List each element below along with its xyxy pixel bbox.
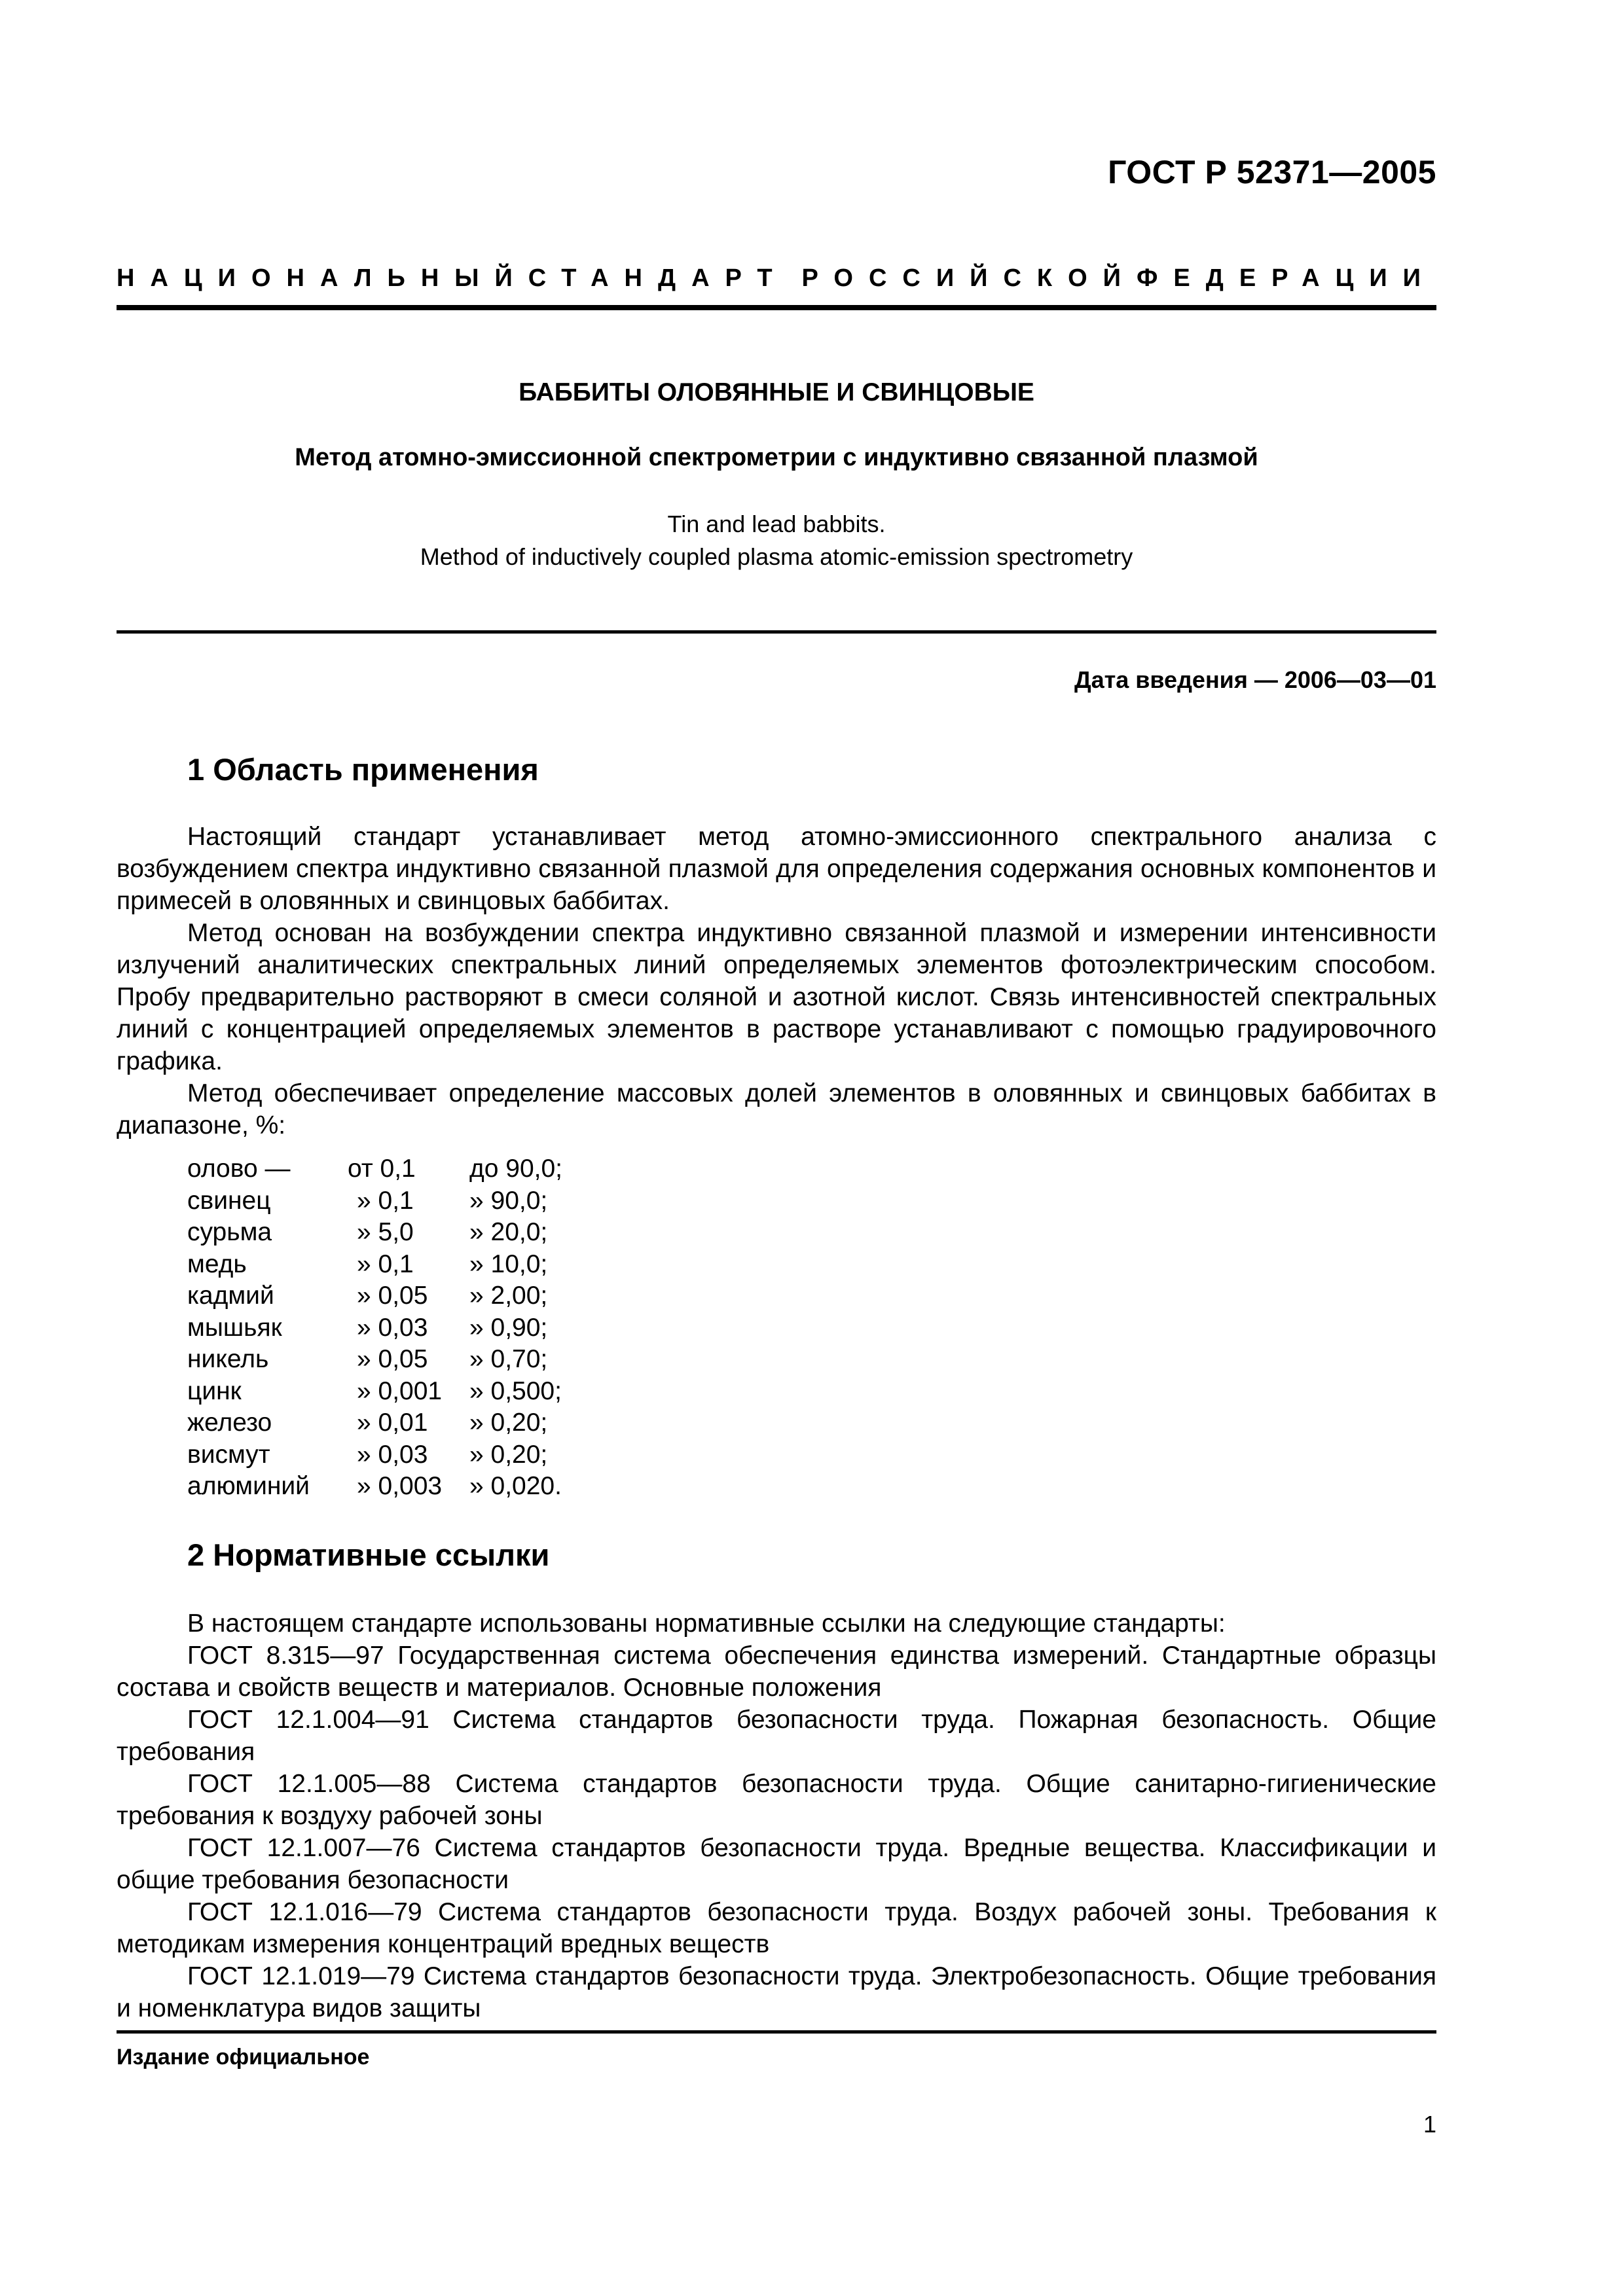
table-row [187, 1153, 613, 1185]
title-rule [117, 630, 1436, 634]
mass-fraction-ranges-table [187, 1153, 613, 1503]
introduction-date: Дата введения — 2006—03—01 [1074, 666, 1436, 693]
element-name: мышьяк [187, 1313, 282, 1342]
table-row [187, 1407, 613, 1439]
banner-word: ФЕДЕРАЦИИ [1136, 264, 1436, 292]
range-to: » 20,0; [469, 1218, 548, 1246]
range-to: » 0,500; [469, 1376, 562, 1405]
paragraph: Метод обеспечивает определение массовых долей элементов в оловянных и свинцовых баббитах в диапазоне, %: [117, 1079, 1436, 1139]
national-standard-banner [117, 264, 1436, 293]
english-title-line: Method of inductively coupled plasma atomic-emission spectrometry [420, 543, 1133, 570]
range-from: от 0,1 [348, 1155, 416, 1183]
table-row [187, 1217, 613, 1249]
page-number: 1 [1423, 2111, 1436, 2138]
banner-word: НАЦИОНАЛЬНЫЙ [117, 264, 528, 292]
element-name: свинец [187, 1186, 271, 1215]
paragraph: В настоящем стандарте использованы нормативные ссылки на следующие стандарты: [187, 1609, 1226, 1638]
element-name: медь [187, 1249, 247, 1278]
range-from: » 0,003 [357, 1472, 443, 1500]
banner-gap [788, 264, 802, 293]
reference-item: ГОСТ 8.315—97 Государственная система обеспечения единства измерений. Стандартные образцы состава и свойств веществ и материалов. Основные положения [117, 1641, 1436, 1702]
english-title [117, 508, 1436, 573]
table-row [187, 1471, 613, 1503]
standard-code: ГОСТ Р 52371—2005 [1108, 154, 1436, 190]
element-name: цинк [187, 1376, 242, 1405]
banner-word: РОССИЙСКОЙ [801, 264, 1137, 292]
english-title-line: Tin and lead babbits. [667, 511, 886, 537]
table-row [187, 1439, 613, 1471]
reference-item: ГОСТ 12.1.019—79 Система стандартов безопасности труда. Электробезопасность. Общие требования и номенклатура видов защиты [117, 1962, 1436, 2022]
reference-item: ГОСТ 12.1.005—88 Система стандартов безопасности труда. Общие санитарно-гигиенические требования к воздуху рабочей зоны [117, 1770, 1436, 1830]
range-from: » 0,1 [357, 1249, 414, 1278]
section-2-heading: 2 Нормативные ссылки [187, 1537, 550, 1572]
range-from: » 0,001 [357, 1376, 443, 1405]
document-title: БАББИТЫ ОЛОВЯННЫЕ И СВИНЦОВЫЕ [519, 378, 1034, 406]
section-1-body [117, 821, 1436, 1141]
reference-item: ГОСТ 12.1.016—79 Система стандартов безопасности труда. Воздух рабочей зоны. Требования к методикам измерения концентраций вредных веществ [117, 1898, 1436, 1958]
banner-word: СТАНДАРТ [528, 264, 788, 292]
table-row [187, 1249, 613, 1281]
range-from: » 0,03 [357, 1313, 428, 1342]
range-to: » 10,0; [469, 1249, 548, 1278]
range-from: » 5,0 [357, 1218, 414, 1246]
range-to: » 0,020. [469, 1472, 562, 1500]
range-from: » 0,01 [357, 1408, 428, 1437]
element-name: железо [187, 1408, 272, 1437]
element-name: никель [187, 1345, 269, 1373]
document-subtitle: Метод атомно-эмиссионной спектрометрии с индуктивно связанной плазмой [295, 444, 1258, 471]
table-row [187, 1344, 613, 1376]
element-name: олово — [187, 1155, 291, 1183]
range-from: » 0,03 [357, 1440, 428, 1469]
range-from: » 0,05 [357, 1345, 428, 1373]
reference-item: ГОСТ 12.1.007—76 Система стандартов безопасности труда. Вредные вещества. Классификации и общие требования безопасности [117, 1834, 1436, 1894]
table-row [187, 1280, 613, 1312]
range-to: » 0,20; [469, 1440, 548, 1469]
table-row [187, 1312, 613, 1344]
element-name: алюминий [187, 1472, 310, 1500]
edition-label: Издание официальное [117, 2045, 370, 2070]
paragraph: Настоящий стандарт устанавливает метод атомно-эмиссионного спектрального анализа с возбуждением спектра индуктивно связанной плазмой для определения содержания основных компонентов и примесей в оловянных и свинцовых баббитах. [117, 823, 1436, 915]
range-to: » 2,00; [469, 1282, 548, 1310]
section-1-heading: 1 Область применения [187, 752, 539, 787]
range-to: » 0,90; [469, 1313, 548, 1342]
range-from: » 0,1 [357, 1186, 414, 1215]
table-row [187, 1376, 613, 1408]
range-to: » 90,0; [469, 1186, 548, 1215]
paragraph: Метод основан на возбуждении спектра индуктивно связанной плазмой и измерении интенсивности излучений аналитических спектральных линий определяемых элементов фотоэлектрическим способом. Пробу предварительно растворяют в смеси соляной и азотной кислот. Связь интенсивностей спектральных линий с концентрацией определяемых элементов в растворе устанавливают с помощью градуировочного графика. [117, 919, 1436, 1075]
range-from: » 0,05 [357, 1282, 428, 1310]
reference-item: ГОСТ 12.1.004—91 Система стандартов безопасности труда. Пожарная безопасность. Общие требования [117, 1706, 1436, 1766]
table-row [187, 1185, 613, 1217]
header-rule [117, 305, 1436, 310]
range-to: » 0,70; [469, 1345, 548, 1373]
element-name: кадмий [187, 1282, 274, 1310]
range-to: » 0,20; [469, 1408, 548, 1437]
range-to: до 90,0; [469, 1155, 563, 1183]
footer-rule [117, 2030, 1436, 2034]
element-name: сурьма [187, 1218, 272, 1246]
section-2-body [117, 1607, 1436, 2024]
element-name: висмут [187, 1440, 270, 1469]
